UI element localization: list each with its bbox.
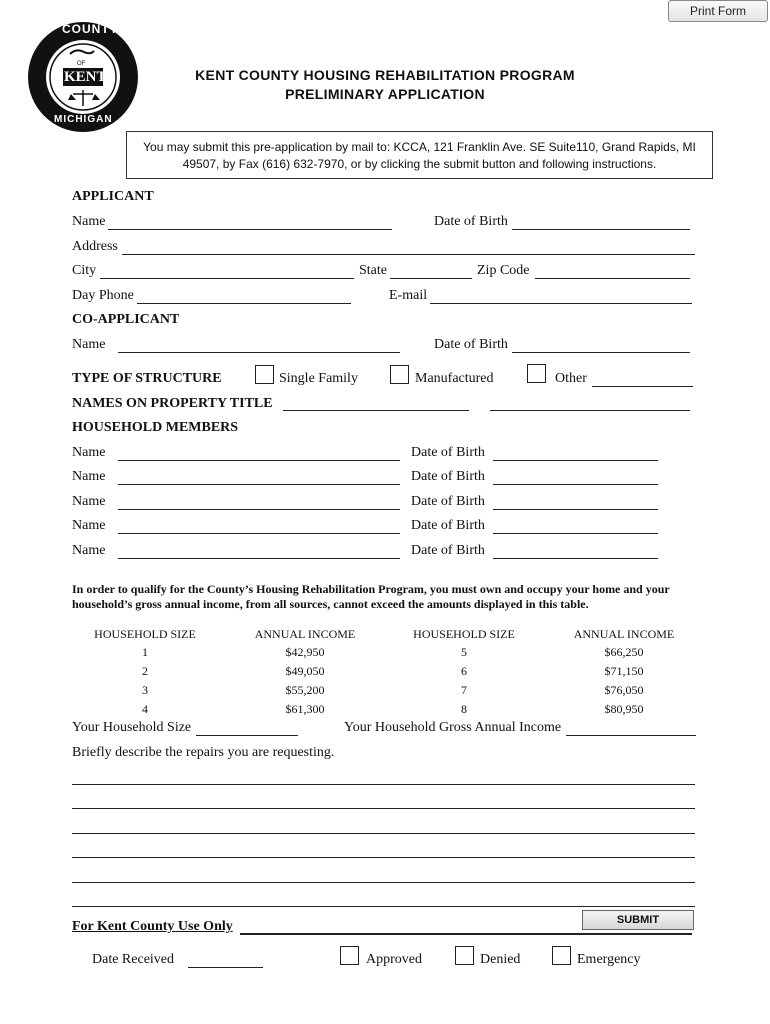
co-applicant-dob-label: Date of Birth [434,337,508,352]
income-table-cell: $71,150 [604,664,644,678]
co-applicant-name-field[interactable] [118,352,400,353]
income-table-header: ANNUAL INCOME [573,627,675,641]
income-table-header: ANNUAL INCOME [254,627,356,641]
income-table-cell: 4 [142,702,148,716]
submit-button[interactable]: SUBMIT [582,910,694,930]
zip-field[interactable] [535,278,690,279]
income-table-header: HOUSEHOLD SIZE [413,627,515,641]
qualify-text: In order to qualify for the County’s Housing Rehabilitation Program, you must own and occupy your home and your household’s gross annual income, from all sources, cannot exceed the amounts displayed in this table. [72,582,670,611]
income-table-cell: 3 [142,683,148,697]
seal-of-text: OF [77,61,86,67]
repairs-line-1[interactable] [72,784,695,785]
member-name-label: Name [72,445,106,460]
repairs-label: Briefly describe the repairs you are requesting. [72,745,335,760]
email-label: E-mail [389,288,428,303]
repairs-line-6[interactable] [72,906,695,907]
day-phone-field[interactable] [137,303,351,304]
applicant-name-label: Name [72,214,106,229]
address-label: Address [72,239,118,254]
other-field[interactable] [592,386,693,387]
member-name-field-2[interactable] [118,484,400,485]
email-field[interactable] [430,303,692,304]
member-dob-label: Date of Birth [411,518,485,533]
applicant-dob-label: Date of Birth [434,214,508,229]
form-title-line1: KENT COUNTY HOUSING REHABILITATION PROGRAM [195,67,575,83]
denied-label: Denied [480,952,521,967]
income-table-cell: 5 [461,645,467,659]
date-received-label: Date Received [92,952,175,967]
income-table-cell: $61,300 [285,702,325,716]
repairs-line-3[interactable] [72,833,695,834]
day-phone-label: Day Phone [72,288,134,303]
income-table-header: HOUSEHOLD SIZE [94,627,196,641]
household-size-label: Your Household Size [72,720,192,735]
member-name-label: Name [72,518,106,533]
repairs-line-5[interactable] [72,882,695,883]
household-size-field[interactable] [196,735,298,736]
income-table-cell: 2 [142,664,148,678]
property-title-field-2[interactable] [490,410,690,411]
date-received-field[interactable] [188,967,263,968]
income-table-cell: 6 [461,664,467,678]
other-checkbox[interactable] [527,364,546,383]
income-table-cell: $42,950 [285,645,325,659]
member-dob-field-2[interactable] [493,484,658,485]
income-table-cell: $76,050 [604,683,644,697]
single-family-label: Single Family [279,371,358,386]
city-field[interactable] [100,278,354,279]
emergency-checkbox[interactable] [552,946,571,965]
repairs-line-2[interactable] [72,808,695,809]
member-name-label: Name [72,543,106,558]
member-name-label: Name [72,494,106,509]
state-field[interactable] [390,278,472,279]
seal-bottom-text: MICHIGAN [54,114,113,125]
co-applicant-name-label: Name [72,337,106,352]
form-title-line2: PRELIMINARY APPLICATION [285,86,485,102]
state-label: State [359,263,387,278]
denied-checkbox[interactable] [455,946,474,965]
applicant-heading: APPLICANT [72,189,154,204]
income-table-cell: $80,950 [604,702,644,716]
applicant-name-field[interactable] [108,229,392,230]
property-title-heading: NAMES ON PROPERTY TITLE [72,396,273,411]
other-label: Other [555,371,587,386]
single-family-checkbox[interactable] [255,365,274,384]
household-income-field[interactable] [566,735,696,736]
property-title-field-1[interactable] [283,410,469,411]
county-use-divider [240,933,692,935]
manufactured-checkbox[interactable] [390,365,409,384]
member-dob-field-3[interactable] [493,509,658,510]
member-name-field-5[interactable] [118,558,400,559]
household-income-label: Your Household Gross Annual Income [344,720,562,735]
structure-heading: TYPE OF STRUCTURE [72,371,222,386]
seal-center-text: KENT [64,69,107,85]
income-table-cell: $55,200 [285,683,325,697]
income-table-cell: $66,250 [604,645,644,659]
member-name-field-1[interactable] [118,460,400,461]
seal-top-text: COUNTY [62,22,119,36]
approved-label: Approved [366,952,422,967]
county-use-heading: For Kent County Use Only [72,919,233,934]
household-heading: HOUSEHOLD MEMBERS [72,420,239,435]
income-table-cell: $49,050 [285,664,325,678]
income-table-cell: 1 [142,645,148,659]
repairs-line-4[interactable] [72,857,695,858]
member-dob-field-5[interactable] [493,558,658,559]
member-dob-field-1[interactable] [493,460,658,461]
approved-checkbox[interactable] [340,946,359,965]
zip-label: Zip Code [477,263,530,278]
applicant-dob-field[interactable] [512,229,690,230]
member-dob-label: Date of Birth [411,543,485,558]
member-dob-label: Date of Birth [411,469,485,484]
print-form-button[interactable]: Print Form [668,0,768,22]
member-name-field-3[interactable] [118,509,400,510]
income-table-cell: 8 [461,702,467,716]
income-table-cell: 7 [461,683,467,697]
member-name-field-4[interactable] [118,533,400,534]
co-applicant-dob-field[interactable] [512,352,690,353]
city-label: City [72,263,97,278]
emergency-label: Emergency [577,952,641,967]
member-name-label: Name [72,469,106,484]
co-applicant-heading: CO-APPLICANT [72,312,180,327]
member-dob-field-4[interactable] [493,533,658,534]
member-dob-label: Date of Birth [411,445,485,460]
submission-notice: You may submit this pre-application by mail to: KCCA, 121 Franklin Ave. SE Suite110, Grand Rapids, MI 49507, by Fax (616) 632-7970, or by clicking the submit button and following instructions. [126,131,713,179]
address-field[interactable] [122,254,695,255]
member-dob-label: Date of Birth [411,494,485,509]
manufactured-label: Manufactured [415,371,494,386]
